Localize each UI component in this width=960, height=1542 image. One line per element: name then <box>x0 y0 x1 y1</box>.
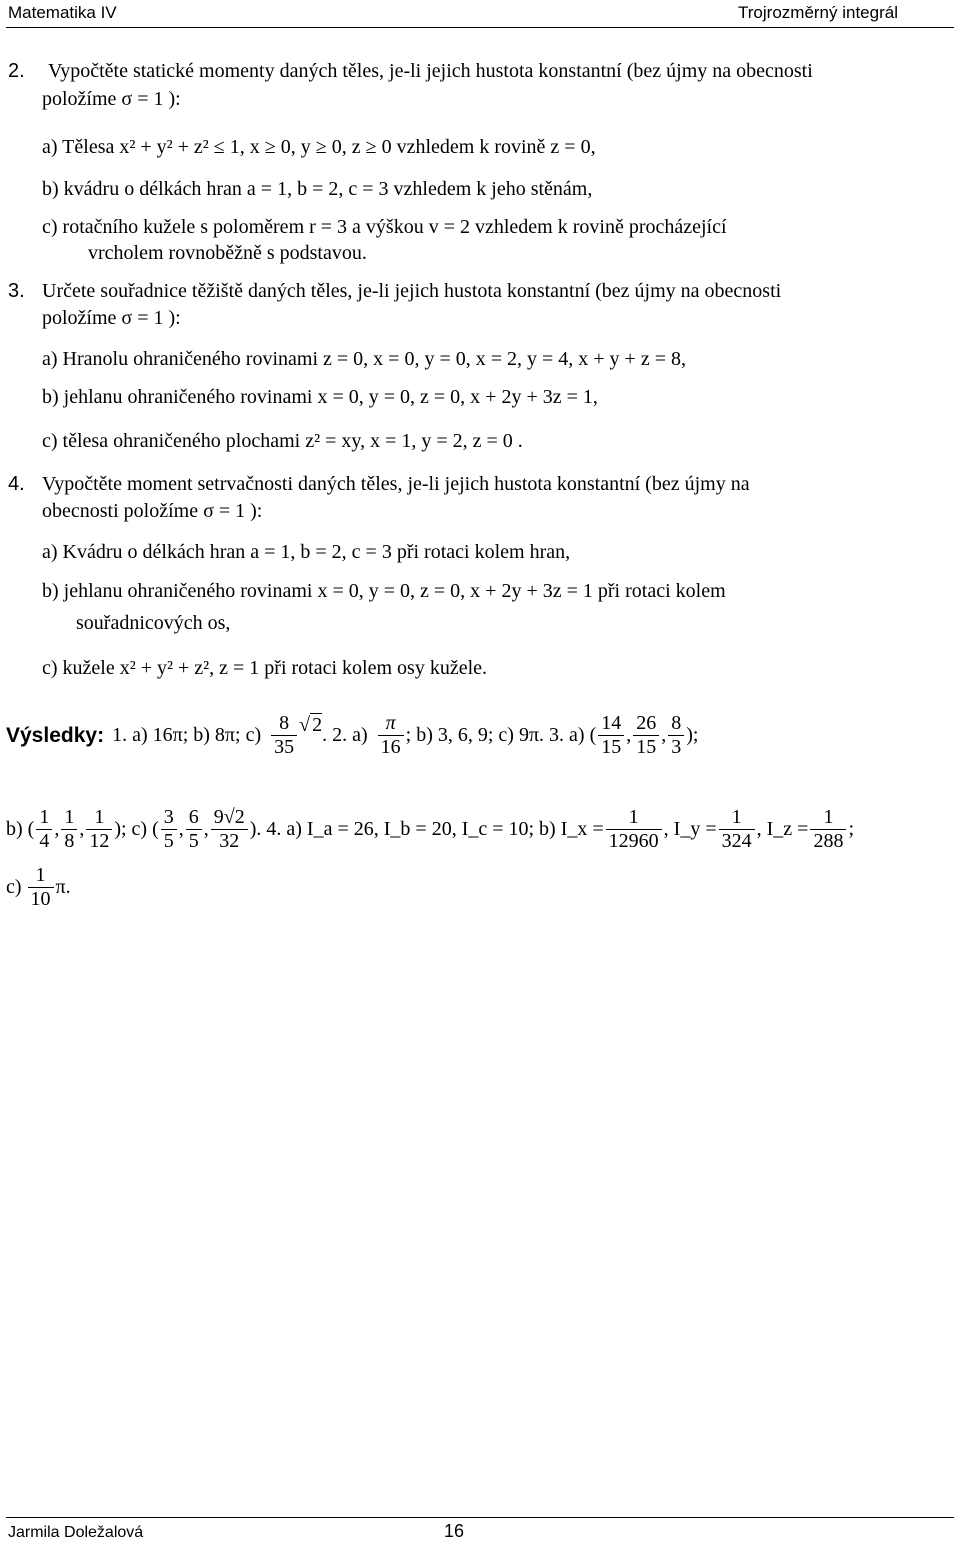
result-3c-fraction-1 <box>161 806 177 853</box>
result-2a-numerator: π <box>385 712 396 734</box>
problem-2-intro-line2: položíme σ = 1 ): <box>42 88 181 110</box>
result-3a-f2-den: 15 <box>633 735 659 759</box>
result-3a-f3-num: 8 <box>671 712 682 734</box>
result-2a-denominator: 16 <box>378 735 404 759</box>
result-3c-fraction-3 <box>211 806 248 853</box>
result-3b-f3-num: 1 <box>94 806 105 828</box>
header-course-title: Matematika IV <box>8 3 117 22</box>
results-line-2: b) ( $\frac{1}{4}$ , $\frac{1}{8}$ , $\frac{1}{12}$ ); c) ( $\frac{3}{5}$ , $\frac{6}{5}$ , $\frac{9√2}{32}$ ). 4. a) I_a = 26, I_b = 20, I_c = 10; b) I_x = $\frac{1}{12960}$ , I_y = $\frac{1}{324}$ , I_z = $\frac{1}{288}$ ; <box>6 806 855 852</box>
result-3c-f2-den: 5 <box>186 829 202 853</box>
result-3b-f2-den: 8 <box>61 829 77 853</box>
result-3b-f1-num: 1 <box>39 806 50 828</box>
result-4b-end: ; <box>848 818 855 840</box>
result-2a-prefix: . 2. a) <box>322 724 368 746</box>
result-4b-ix-fraction <box>606 806 662 853</box>
result-3c-prefix: ); c) ( <box>114 818 159 840</box>
result-3a-f2-num: 26 <box>636 712 657 734</box>
problem-4-item-c: c) kužele x² + y² + z², z = 1 při rotaci kolem osy kužele. <box>42 657 488 679</box>
result-3b-fraction-3 <box>86 806 112 853</box>
result-4c-fraction <box>28 864 54 911</box>
result-4b-ix-den: 12960 <box>606 829 662 853</box>
result-4b-iz-prefix: , I_z = <box>756 818 809 840</box>
problem-2-item-c-line2: vrcholem rovnoběžně s podstavou. <box>88 242 367 264</box>
result-4b-iy-num: 1 <box>731 806 742 828</box>
header-rule <box>6 27 954 28</box>
problem-3-intro-line1: Určete souřadnice těžiště daných těles, je-li jejich hustota konstantní (bez újmy na obecnosti <box>42 280 782 302</box>
result-3b-prefix: b) ( <box>6 818 35 840</box>
result-3b-f2-num: 1 <box>64 806 75 828</box>
result-4b-iy-fraction <box>719 806 755 853</box>
problem-4-intro-line1: Vypočtěte moment setrvačnosti daných těles, je-li jejich hustota konstantní (bez újmy na <box>42 473 750 495</box>
result-4b-ix-num: 1 <box>628 806 639 828</box>
problem-2-item-c-line1: c) rotačního kužele s poloměrem r = 3 a výškou v = 2 vzhledem k rovině procházející <box>42 216 727 238</box>
results-label: Výsledky: <box>6 723 105 747</box>
footer-page-number: 16 <box>444 1521 465 1541</box>
result-3a-fraction-2 <box>633 712 659 759</box>
problem-2-intro-line1: Vypočtěte statické momenty daných těles, je-li jejich hustota konstantní (bez újmy na obecnosti <box>48 60 813 82</box>
result-4b-iz-den: 288 <box>810 829 846 853</box>
result-3b-f1-den: 4 <box>36 829 52 853</box>
header-chapter-title: Trojrozměrný integrál <box>738 3 898 22</box>
result-3a-end: ); <box>686 724 699 746</box>
results-line-1: Výsledky: 1. a) 16π; b) 8π; c) $\frac{8}{35}$ √ 2 . 2. a) $\frac{\pi}{16}$ ; b) 3, 6, 9; c) 9π. 3. a) ( $\frac{14}{15}$ , $\frac{26}{15}$ , $\frac{8}{3}$ ); <box>6 712 699 758</box>
problem-3-number: 3. <box>8 280 25 302</box>
result-4c-prefix: c) <box>6 876 22 898</box>
problem-3-item-a: a) Hranolu ohraničeného rovinami z = 0, x = 0, y = 0, x = 2, y = 4, x + y + z = 8, <box>42 348 686 370</box>
problem-3-item-c: c) tělesa ohraničeného plochami z² = xy, x = 1, y = 2, z = 0 . <box>42 430 523 452</box>
result-3c-f1-num: 3 <box>163 806 174 828</box>
problem-4-item-b-line2: souřadnicových os, <box>76 612 231 634</box>
problem-3-item-b: b) jehlanu ohraničeného rovinami x = 0, y = 0, z = 0, x + 2y + 3z = 1, <box>42 386 598 408</box>
result-3a-f3-den: 3 <box>668 735 684 759</box>
result-3c-fraction-2 <box>186 806 202 853</box>
problem-3-intro-line2: položíme σ = 1 ): <box>42 307 181 329</box>
result-4b-iz-num: 1 <box>823 806 834 828</box>
result-3a-fraction-3 <box>668 712 684 759</box>
footer-author: Jarmila Doležalová <box>8 1524 144 1541</box>
result-3c-f3-num: 9√2 <box>213 806 245 828</box>
result-4a: ). 4. a) I_a = 26, I_b = 20, I_c = 10; b) I_x = <box>249 818 604 840</box>
result-3a-fraction-1 <box>598 712 624 759</box>
result-3c-f2-num: 6 <box>188 806 199 828</box>
result-3c-f1-den: 5 <box>161 829 177 853</box>
problem-4-item-a: a) Kvádru o délkách hran a = 1, b = 2, c = 3 při rotaci kolem hran, <box>42 541 571 563</box>
result-2bc-3a-prefix: ; b) 3, 6, 9; c) 9π. 3. a) ( <box>405 724 597 746</box>
result-1ab: 1. a) 16π; b) 8π; c) <box>112 724 262 746</box>
result-3b-f3-den: 12 <box>86 829 112 853</box>
problem-2-number: 2. <box>8 60 25 82</box>
results-line-3 <box>6 864 71 911</box>
problem-2-item-b: b) kvádru o délkách hran a = 1, b = 2, c = 3 vzhledem k jeho stěnám, <box>42 178 593 200</box>
result-3b-fraction-1 <box>36 806 52 853</box>
problem-2-item-a: a) Tělesa x² + y² + z² ≤ 1, x ≥ 0, y ≥ 0, z ≥ 0 vzhledem k rovině z = 0, <box>42 136 596 158</box>
problem-4-intro-line2: obecnosti položíme σ = 1 ): <box>42 500 263 522</box>
footer-rule <box>6 1517 954 1518</box>
result-4c-den: 10 <box>28 887 54 911</box>
result-2a-fraction <box>378 712 404 759</box>
result-3b-fraction-2 <box>61 806 77 853</box>
result-4c-end: π. <box>55 876 71 898</box>
result-4b-iy-prefix: , I_y = <box>663 818 717 840</box>
result-4b-iy-den: 324 <box>719 829 755 853</box>
result-1c-fraction <box>271 712 297 759</box>
problem-4-number: 4. <box>8 473 25 495</box>
result-3a-f1-num: 14 <box>601 712 622 734</box>
result-1c-sqrt: 2 <box>312 713 323 736</box>
problem-4-item-b-line1: b) jehlanu ohraničeného rovinami x = 0, y = 0, z = 0, x + 2y + 3z = 1 při rotaci kolem <box>42 580 726 602</box>
result-3c-f3-den: 32 <box>211 829 248 853</box>
result-4b-iz-fraction <box>810 806 846 853</box>
result-1c-numerator: 8 <box>279 712 290 734</box>
result-4c-num: 1 <box>35 864 46 886</box>
result-3a-f1-den: 15 <box>598 735 624 759</box>
result-1c-denominator: 35 <box>271 735 297 759</box>
